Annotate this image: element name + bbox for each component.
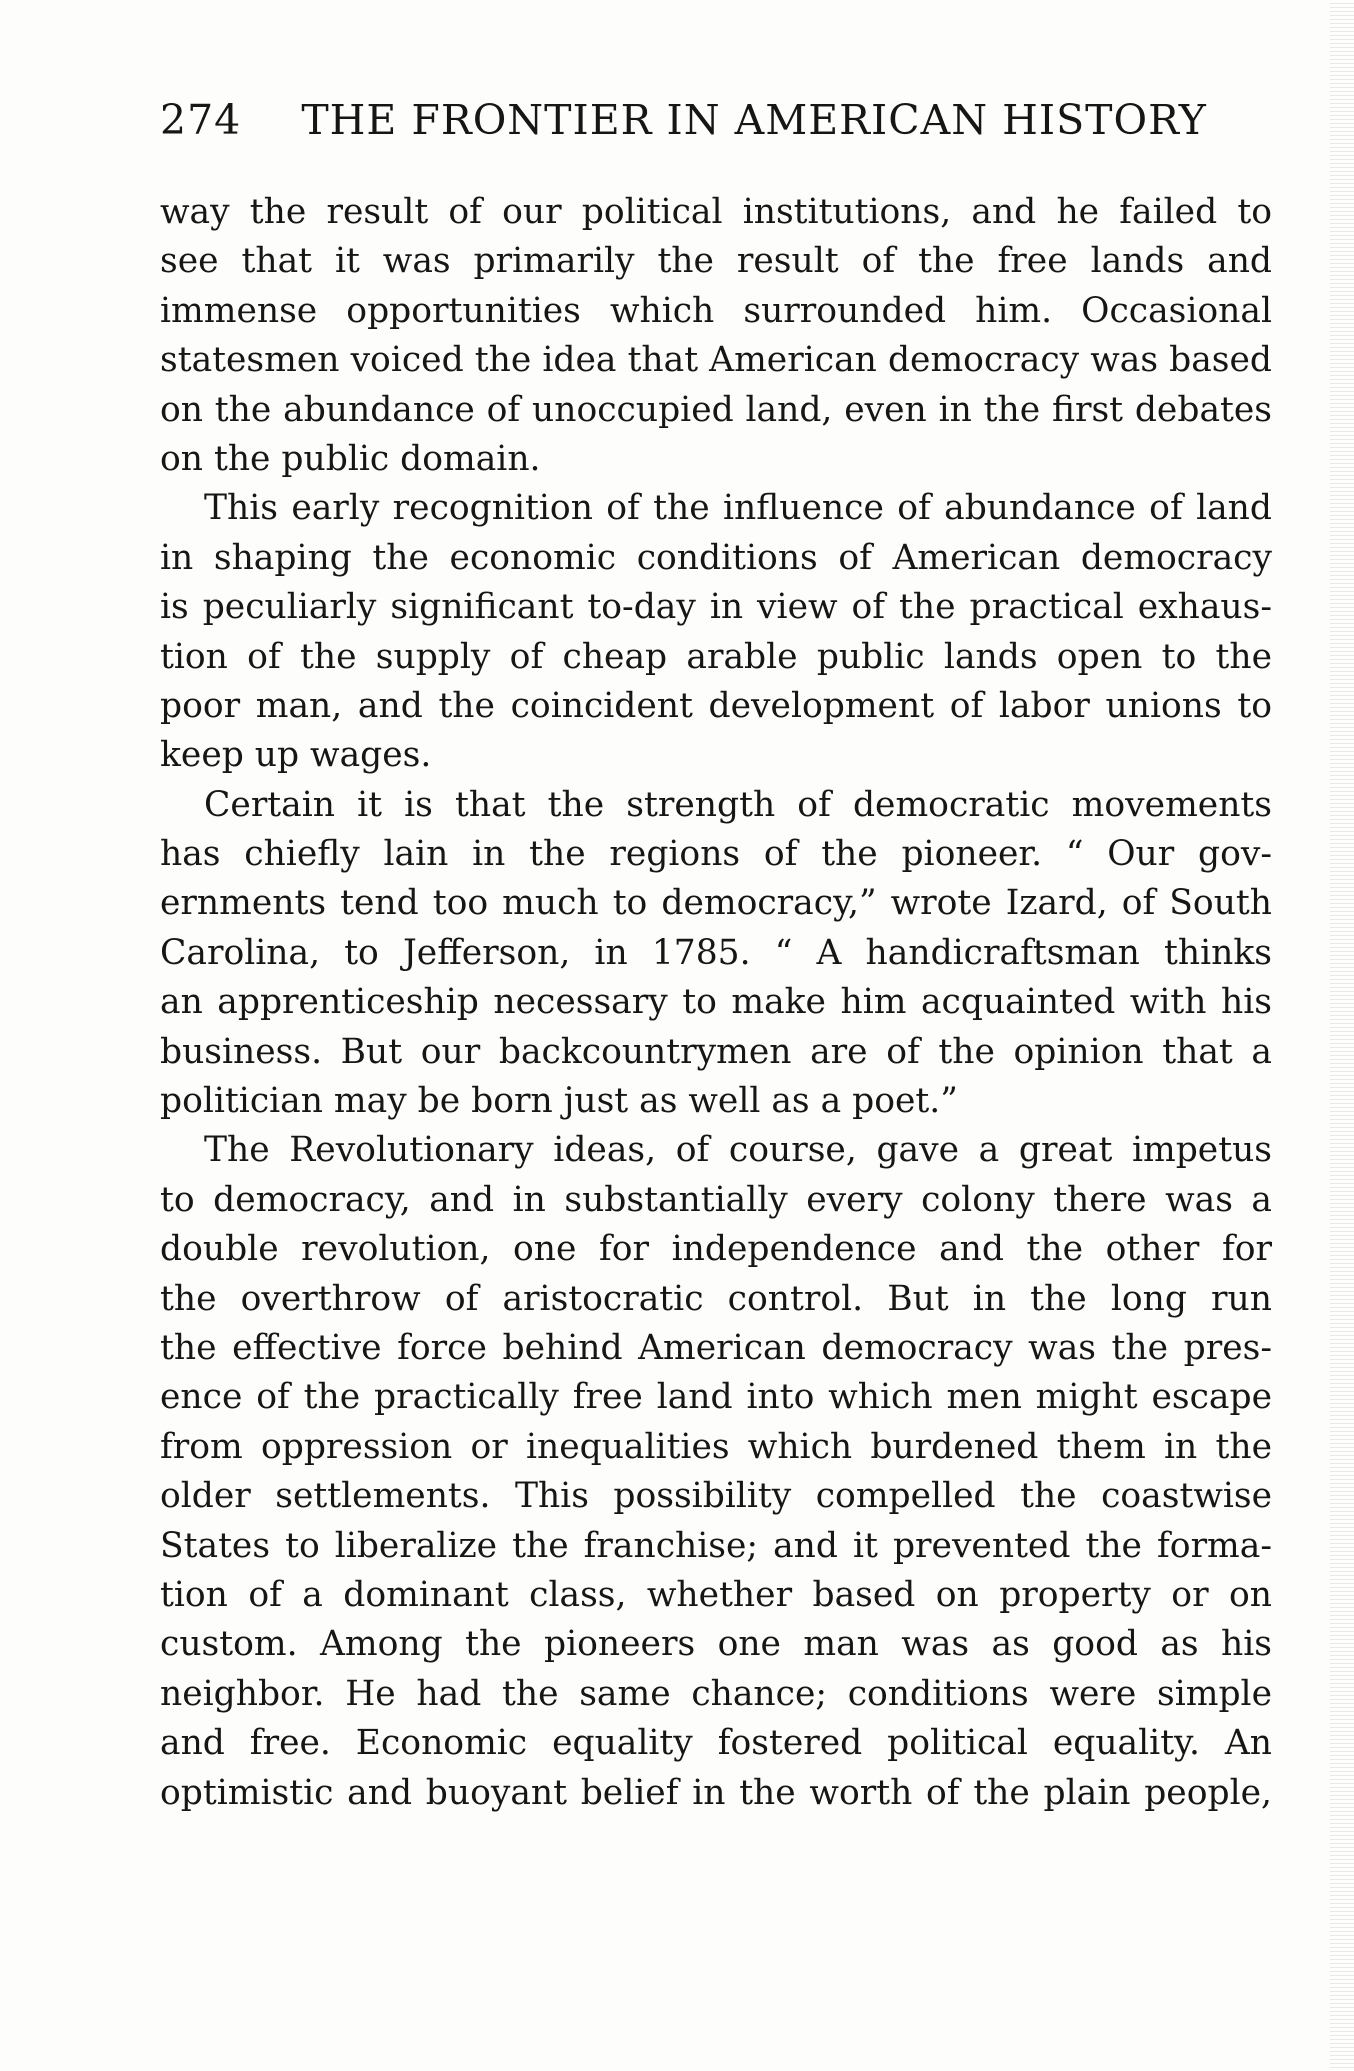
text-line: ernments tend too much to democracy,” wrote Izard, of South — [160, 883, 1272, 924]
text-line: The Revolutionary ideas, of course, gave a great impetus — [204, 1130, 1272, 1171]
text-line: from oppression or inequalities which burdened them in the — [160, 1426, 1272, 1467]
text-line: in shaping the economic conditions of American democracy — [160, 537, 1272, 578]
text-line: see that it was primarily the result of the free lands and — [160, 241, 1272, 282]
text-line: older settlements. This possibility compelled the coastwise — [160, 1476, 1272, 1517]
text-line: an apprenticeship necessary to make him acquainted with his — [160, 982, 1272, 1023]
text-line: States to liberalize the franchise; and it prevented the forma- — [160, 1525, 1272, 1566]
text-line: the effective force behind American democracy was the pres- — [160, 1327, 1272, 1368]
text-line: is peculiarly significant to-day in view of the practical exhaus- — [160, 587, 1272, 628]
text-line: ence of the practically free land into which men might escape — [160, 1377, 1272, 1418]
text-line: tion of the supply of cheap arable public lands open to the — [160, 636, 1272, 677]
text-line: on the abundance of unoccupied land, even in the first debates — [160, 389, 1272, 430]
text-line: This early recognition of the influence of abundance of land — [204, 488, 1272, 529]
text-line: Carolina, to Jefferson, in 1785. “ A handicraftsman thinks — [160, 932, 1272, 973]
text-line: politician may be born just as well as a poet.” — [160, 1081, 958, 1122]
text-line: and free. Economic equality fostered political equality. An — [160, 1723, 1272, 1764]
text-line: custom. Among the pioneers one man was as good as his — [160, 1624, 1272, 1665]
text-line: optimistic and buoyant belief in the worth of the plain people, — [160, 1772, 1272, 1813]
running-head — [160, 96, 1300, 144]
text-line: keep up wages. — [160, 735, 432, 776]
page-number: 274 — [160, 96, 242, 144]
text-line: on the public domain. — [160, 438, 541, 479]
text-line: Certain it is that the strength of democratic movements — [204, 784, 1272, 825]
text-line: business. But our backcountrymen are of the opinion that a — [160, 1031, 1272, 1072]
paragraph — [160, 781, 1272, 1127]
text-line: poor man, and the coincident development of labor unions to — [160, 685, 1272, 726]
body-text — [160, 188, 1272, 1818]
text-line: to democracy, and in substantially every colony there was a — [160, 1179, 1272, 1220]
paragraph — [160, 188, 1272, 484]
text-line: neighbor. He had the same chance; conditions were simple — [160, 1673, 1272, 1714]
paragraph — [160, 1126, 1272, 1817]
text-line: statesmen voiced the idea that American democracy was based — [160, 340, 1272, 381]
text-line: tion of a dominant class, whether based on property or on — [160, 1574, 1272, 1615]
text-line: has chiefly lain in the regions of the pioneer. “ Our gov- — [160, 834, 1272, 875]
scanned-page-edge — [1330, 0, 1354, 2071]
text-line: the overthrow of aristocratic control. But in the long run — [160, 1278, 1272, 1319]
book-title: THE FRONTIER IN AMERICAN HISTORY — [301, 96, 1207, 144]
text-line: immense opportunities which surrounded him. Occasional — [160, 290, 1272, 331]
text-line: double revolution, one for independence and the other for — [160, 1229, 1272, 1270]
paragraph — [160, 484, 1272, 780]
text-line: way the result of our political institutions, and he failed to — [160, 192, 1272, 232]
